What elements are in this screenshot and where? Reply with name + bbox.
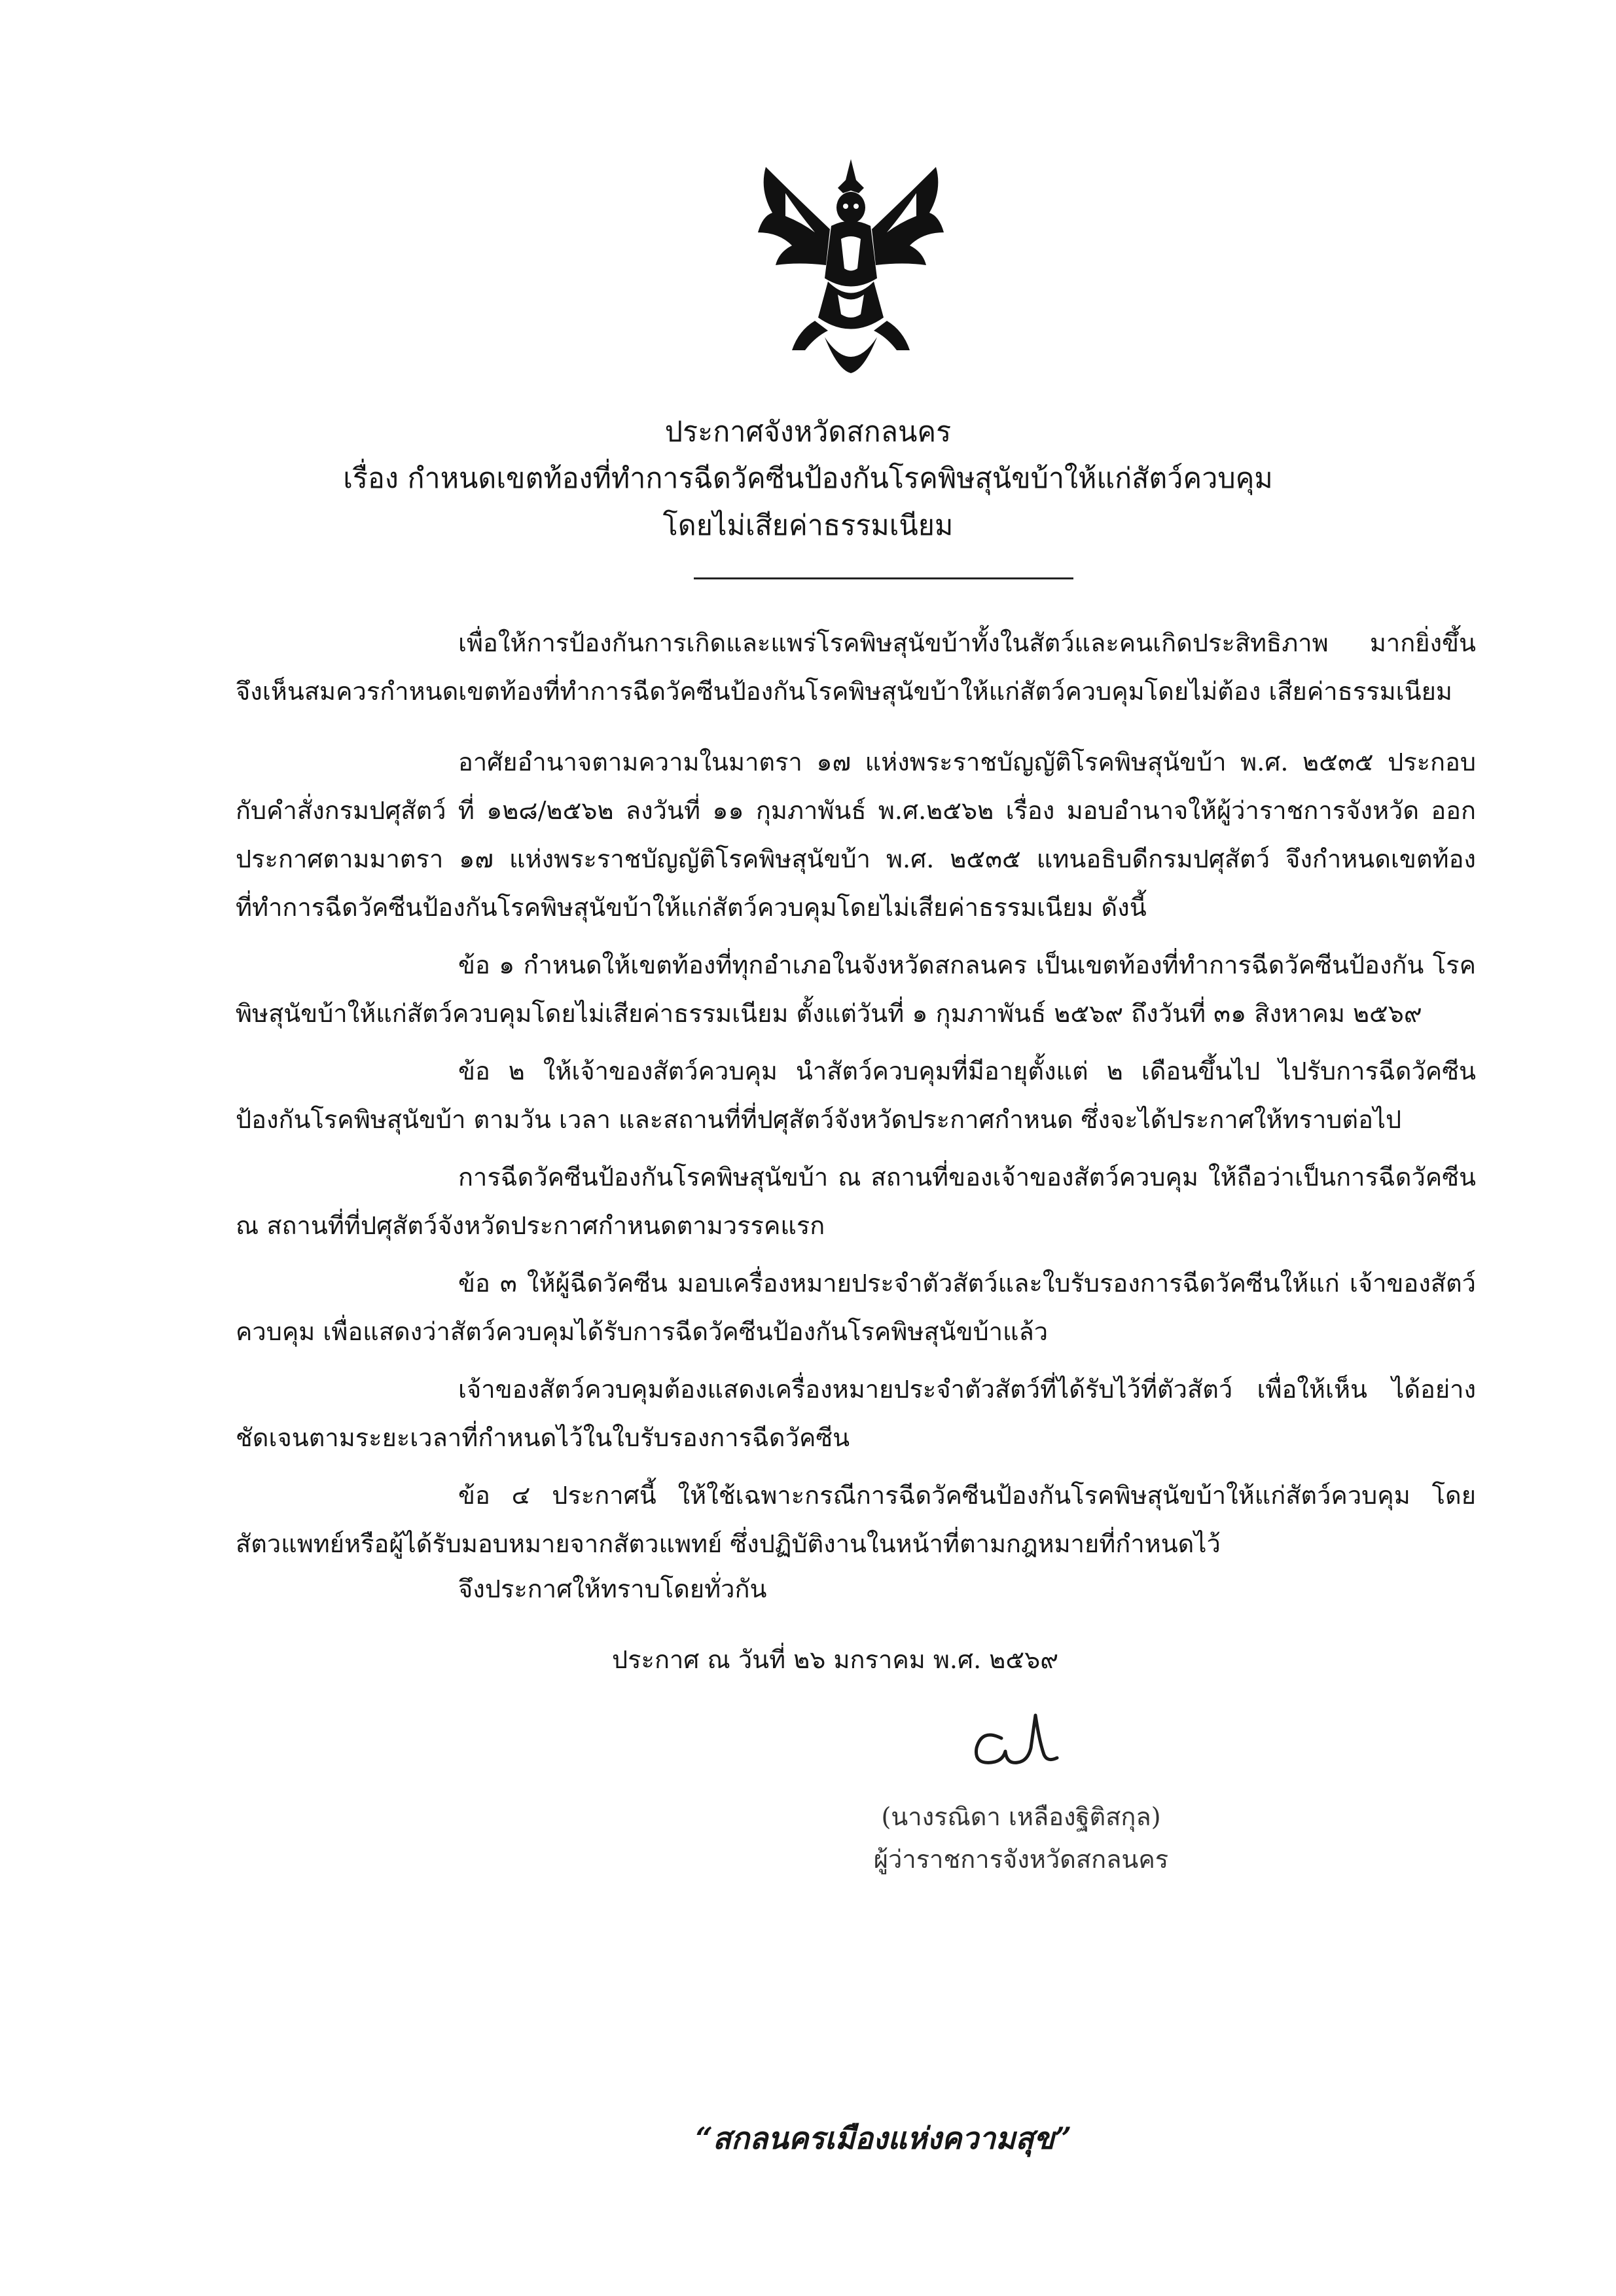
announcement-body — [236, 619, 1476, 1577]
paragraph-authority — [236, 738, 1476, 932]
signatory-title: ผู้ว่าราชการจังหวัดสกลนคร — [873, 1845, 1169, 1874]
paragraph-text: การฉีดวัคซีนป้องกันโรคพิษสุนัขบ้า ณ สถานที่ของเจ้าของสัตว์ควบคุม ให้ถือว่าเป็นการฉีดวัคซีน ณ สถานที่ที่ปศุสัตว์จังหวัดประกาศกำหนดตามวรรคแรก — [236, 1163, 1476, 1240]
paragraph-text: อาศัยอำนาจตามความในมาตรา ๑๗ แห่งพระราชบัญญัติโรคพิษสุนัขบ้า พ.ศ. ๒๕๓๕ ประกอบ กับคำสั่งกรมปศุสัตว์ ที่ ๑๒๘/๒๕๖๒ ลงวันที่ ๑๑ กุมภาพันธ์ พ.ศ.๒๕๖๒ เรื่อง มอบอำนาจให้ผู้ว่าราชการจังหวัด ออกประกาศตามมาตรา ๑๗ แห่งพระราชบัญญัติโรคพิษสุนัขบ้า พ.ศ. ๒๕๓๕ แทนอธิบดีกรมปศุสัตว์ จึงกำหนดเขตท้องที่ทำการฉีดวัคซีนป้องกันโรคพิษสุนัขบ้าให้แก่สัตว์ควบคุมโดยไม่เสียค่าธรรมเนียม ดังนี้ — [236, 748, 1476, 922]
subject-line: เรื่อง กำหนดเขตท้องที่ทำการฉีดวัคซีนป้องกันโรคพิษสุนัขบ้าให้แก่สัตว์ควบคุม — [343, 462, 1273, 495]
announcement-date: ประกาศ ณ วันที่ ๒๖ มกราคม พ.ศ. ๒๕๖๙ — [612, 1645, 1059, 1674]
clause-2-paragraph-2 — [236, 1153, 1476, 1250]
garuda-emblem-icon — [753, 154, 949, 383]
signatory-name: (นางรณิดา เหลืองฐิติสกุล) — [881, 1802, 1161, 1831]
announcement-title: ประกาศจังหวัดสกลนคร — [664, 416, 952, 448]
handwritten-signature — [962, 1702, 1080, 1781]
paragraph-text: เจ้าของสัตว์ควบคุมต้องแสดงเครื่องหมายประจำตัวสัตว์ที่ได้รับไว้ที่ตัวสัตว์ เพื่อให้เห็น ได้อย่างชัดเจนตามระยะเวลาที่กำหนดไว้ในใบรับรองการฉีดวัคซีน — [236, 1375, 1476, 1452]
subject-line-continued: โดยไม่เสียค่าธรรมเนียม — [662, 509, 954, 542]
paragraph-text: ข้อ ๑ กำหนดให้เขตท้องที่ทุกอำเภอในจังหวัดสกลนคร เป็นเขตท้องที่ทำการฉีดวัคซีนป้องกัน โรคพิษสุนัขบ้าให้แก่สัตว์ควบคุมโดยไม่เสียค่าธรรมเนียม ตั้งแต่วันที่ ๑ กุมภาพันธ์ ๒๕๖๙ ถึงวันที่ ๓๑ สิงหาคม ๒๕๖๙ — [236, 951, 1476, 1028]
paragraph-text: เพื่อให้การป้องกันการเกิดและแพร่โรคพิษสุนัขบ้าทั้งในสัตว์และคนเกิดประสิทธิภาพ มากยิ่งขึ้น จึงเห็นสมควรกำหนดเขตท้องที่ทำการฉีดวัคซีนป้องกันโรคพิษสุนัขบ้าให้แก่สัตว์ควบคุมโดยไม่ต้อง เสียค่าธรรมเนียม — [236, 629, 1476, 706]
clause-1 — [236, 941, 1476, 1038]
paragraph-text: ข้อ ๓ ให้ผู้ฉีดวัคซีน มอบเครื่องหมายประจำตัวสัตว์และใบรับรองการฉีดวัคซีนให้แก่ เจ้าของสัตว์ควบคุม เพื่อแสดงว่าสัตว์ควบคุมได้รับการฉีดวัคซีนป้องกันโรคพิษสุนัขบ้าแล้ว — [236, 1269, 1476, 1346]
title-divider — [694, 577, 1073, 579]
clause-2 — [236, 1047, 1476, 1144]
clause-3 — [236, 1259, 1476, 1356]
paragraph-text: ข้อ ๒ ให้เจ้าของสัตว์ควบคุม นำสัตว์ควบคุมที่มีอายุตั้งแต่ ๒ เดือนขึ้นไป ไปรับการฉีดวัคซีน ป้องกันโรคพิษสุนัขบ้า ตามวัน เวลา และสถานที่ที่ปศุสัตว์จังหวัดประกาศกำหนด ซึ่งจะได้ประกาศให้ทราบต่อไป — [236, 1057, 1476, 1134]
clause-3-paragraph-2 — [236, 1365, 1476, 1462]
paragraph-purpose — [236, 619, 1476, 716]
closing-statement: จึงประกาศให้ทราบโดยทั่วกัน — [458, 1575, 767, 1603]
province-motto: “สกลนครเมืองแห่งความสุข” — [695, 2121, 1072, 2156]
paragraph-text: ข้อ ๔ ประกาศนี้ ให้ใช้เฉพาะกรณีการฉีดวัคซีนป้องกันโรคพิษสุนัขบ้าให้แก่สัตว์ควบคุม โดยสัตวแพทย์หรือผู้ได้รับมอบหมายจากสัตวแพทย์ ซึ่งปฏิบัติงานในหน้าที่ตามกฎหมายที่กำหนดไว้ — [236, 1481, 1476, 1558]
clause-4 — [236, 1471, 1476, 1568]
